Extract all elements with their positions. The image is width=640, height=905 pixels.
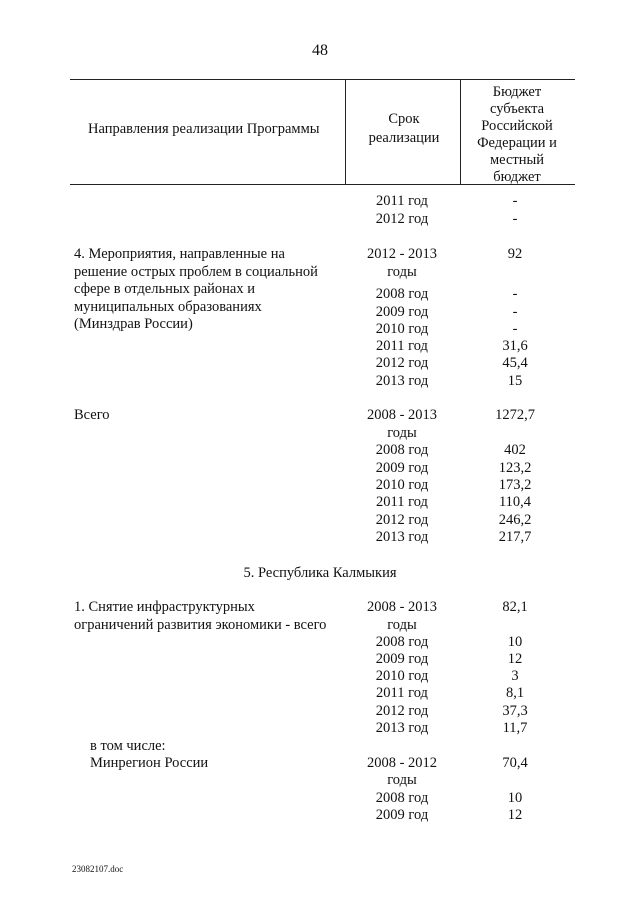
description-line: решение острых проблем в социальной: [74, 263, 318, 280]
document-filename: 23082107.doc: [72, 864, 124, 874]
term-cell: 2012 год: [375, 703, 429, 719]
including-label: в том числе:: [90, 738, 166, 754]
agency-label: Минрегион России: [90, 755, 209, 771]
value-cell: 12: [507, 807, 523, 823]
description-line: 1. Снятие инфраструктурных: [74, 599, 255, 615]
description-line: сфере в отдельных районах и: [74, 281, 255, 297]
program-direction-infrastructure: [74, 599, 344, 634]
term-cell: 2013 год: [375, 529, 429, 545]
term-cell: 2013 год: [375, 373, 429, 389]
term-cell: 2008 год: [375, 442, 429, 458]
value-cell: 402: [504, 442, 526, 458]
value-cell: -: [512, 304, 518, 320]
section-title: 5. Республика Калмыкия: [243, 565, 397, 581]
value-cell: -: [512, 211, 518, 227]
term-cell: 2011 год: [376, 193, 428, 209]
term-cell: 2008 год: [375, 790, 429, 806]
value-cell: 45,4: [502, 355, 528, 371]
column-header-budget-line: бюджет: [493, 169, 541, 185]
column-header-budget-line: местный: [489, 152, 544, 168]
term-range: 2008 - 2013: [366, 407, 438, 423]
description-line: муниципальных образованиях: [74, 298, 262, 315]
value-total: 82,1: [502, 599, 528, 615]
total-label: Всего: [74, 407, 110, 423]
value-cell: 3: [511, 668, 519, 684]
value-total: 1272,7: [495, 407, 535, 423]
value-cell: 15: [507, 373, 523, 389]
value-cell: 217,7: [498, 529, 532, 545]
term-range-suffix: годы: [387, 425, 417, 441]
term-range-suffix: годы: [387, 264, 417, 280]
column-header-budget-line: субъекта: [489, 101, 545, 117]
term-range: 2008 - 2012: [366, 755, 438, 771]
value-cell: 37,3: [502, 703, 528, 719]
value-cell: -: [512, 193, 518, 209]
value-cell: -: [512, 286, 518, 302]
term-cell: 2010 год: [375, 477, 429, 493]
value-cell: 10: [507, 634, 523, 650]
term-cell: 2009 год: [375, 807, 429, 823]
term-range: 2012 - 2013: [366, 246, 438, 262]
value-total: 70,4: [502, 755, 528, 771]
value-cell: 31,6: [502, 338, 528, 354]
value-cell: 12: [507, 651, 523, 667]
column-header-term-line: реализации: [368, 130, 440, 146]
value-total: 92: [507, 246, 523, 262]
term-cell: 2008 год: [375, 634, 429, 650]
column-header-budget: [461, 84, 573, 186]
term-cell: 2011 год: [376, 685, 428, 701]
value-cell: 123,2: [498, 460, 532, 476]
description-line: ограничений развития экономики - всего: [74, 616, 327, 633]
value-cell: 10: [507, 790, 523, 806]
term-cell: 2009 год: [375, 651, 429, 667]
term-cell: 2009 год: [375, 460, 429, 476]
value-cell: 11,7: [502, 720, 528, 736]
term-range: 2008 - 2013: [366, 599, 438, 615]
column-header-description: Направления реализации Программы: [88, 121, 320, 137]
column-header-budget-line: Федерации и: [477, 135, 557, 151]
term-cell: 2012 год: [375, 355, 429, 371]
description-line: 4. Мероприятия, направленные на: [74, 246, 285, 262]
term-cell: 2011 год: [376, 494, 428, 510]
term-cell: 2012 год: [375, 211, 429, 227]
value-cell: 173,2: [498, 477, 532, 493]
column-header-budget-line: Бюджет: [492, 84, 542, 100]
term-cell: 2009 год: [375, 304, 429, 320]
term-range-suffix: годы: [387, 772, 417, 788]
table-header-divider-1: [345, 79, 346, 184]
term-cell: 2013 год: [375, 720, 429, 736]
term-cell: 2010 год: [375, 321, 429, 337]
page-number: 48: [312, 42, 328, 59]
value-cell: -: [512, 321, 518, 337]
column-header-term-line: Срок: [388, 111, 420, 127]
value-cell: 110,4: [498, 494, 532, 510]
description-line: (Минздрав России): [74, 316, 193, 332]
table-header-top-rule: [70, 79, 575, 80]
value-cell: 8,1: [505, 685, 525, 701]
column-header-term: [348, 110, 460, 148]
column-header-budget-line: Российской: [481, 118, 553, 134]
term-cell: 2011 год: [376, 338, 428, 354]
value-cell: 246,2: [498, 512, 532, 528]
term-cell: 2008 год: [375, 286, 429, 302]
term-cell: 2010 год: [375, 668, 429, 684]
term-range-suffix: годы: [387, 617, 417, 633]
term-cell: 2012 год: [375, 512, 429, 528]
program-direction-minzdrav: [74, 246, 344, 334]
